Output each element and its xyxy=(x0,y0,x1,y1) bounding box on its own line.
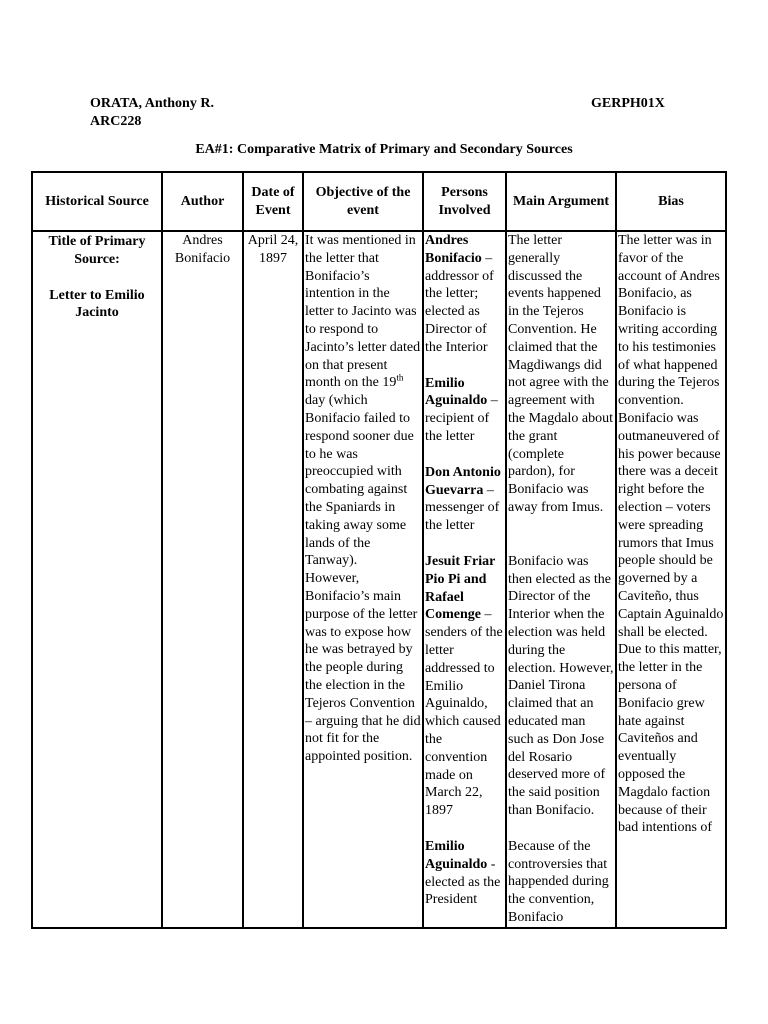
column-header-date-of-event: Date of Event xyxy=(243,172,303,231)
argument-paragraph-3: Because of the controversies that happended during the convention, Bonifacio xyxy=(508,838,609,925)
argument-paragraph-1: The letter generally discussed the events happened in the Tejeros Convention. He claimed that the Magdiwangs did not agree with the agreement with the Magdalo about the grant (complete pardon), for Bonifacio was away from Imus. xyxy=(508,233,613,515)
bias-cell: The letter was in favor of the account of Andres Bonifacio, as Bonifacio is writing according to his testimonies of what happened during the Tejeros convention. Bonifacio was outmaneuvered of his power because there was a deceit right before the election – voters were spreading rumors that Imus people should be governed by a Caviteño, thus Captain Aguinaldo shall be elected. Due to this matter, the letter in the persona of Bonifacio grew hate against Caviteños and eventually opposed the Magdalo faction because of their bad intentions of xyxy=(616,231,726,928)
column-header-bias: Bias xyxy=(616,172,726,231)
course-code: GERPH01X xyxy=(591,96,665,111)
person-entry xyxy=(425,232,504,357)
column-header-main-argument: Main Argument xyxy=(506,172,616,231)
objective-text-b: day (which Bonifacio failed to respond sooner due to he was preoccupied with combating against the Spaniards in taking away some lands of the Tanway). xyxy=(305,393,414,569)
author-cell: Andres Bonifacio xyxy=(162,231,243,928)
person-name: Andres Bonifacio xyxy=(425,233,482,266)
person-name: Jesuit Friar Pio Pi and Rafael Comenge xyxy=(425,553,496,623)
person-role: – recipient of the letter xyxy=(425,393,498,444)
persons-cell xyxy=(423,231,506,928)
person-entry xyxy=(425,838,504,909)
section-code: ARC228 xyxy=(90,114,142,129)
person-name: Don Antonio Guevarra xyxy=(425,464,501,498)
column-header-author: Author xyxy=(162,172,243,231)
historical-source-cell xyxy=(32,231,162,928)
objective-paragraph-1 xyxy=(305,232,421,570)
person-entry xyxy=(425,464,504,535)
table-row xyxy=(32,231,726,928)
main-argument-cell xyxy=(506,231,616,928)
person-entry xyxy=(425,553,504,820)
source-title: Letter to Emilio Jacinto xyxy=(49,287,145,321)
student-name: ORATA, Anthony R. xyxy=(90,96,214,111)
objective-text-a: It was mentioned in the letter that Bonifacio’s intention in the letter to Jacinto was to respond to Jacinto’s letter dated on that present month on the 19 xyxy=(305,233,421,391)
objective-cell xyxy=(303,231,423,928)
source-label: Title of Primary Source: xyxy=(48,234,146,267)
person-name: Emilio Aguinaldo xyxy=(425,375,488,409)
column-header-historical-source: Historical Source xyxy=(32,172,162,231)
date-cell: April 24, 1897 xyxy=(243,231,303,928)
column-header-objective: Objective of the event xyxy=(303,172,423,231)
objective-paragraph-2: However, Bonifacio’s main purpose of the letter was to expose how he was betrayed by the people during the election in the Tejeros Convention – arguing that he did not fit for the appointed position. xyxy=(305,571,421,765)
person-role: – senders of the letter addressed to Emilio Aguinaldo, which caused the convention made on March 22, 1897 xyxy=(425,607,503,819)
person-role: - elected as the President xyxy=(425,856,501,908)
person-role: – messenger of the letter xyxy=(425,482,500,534)
ordinal-suffix: th xyxy=(396,372,404,383)
document-title: EA#1: Comparative Matrix of Primary and Secondary Sources xyxy=(195,142,573,157)
column-header-persons-involved: Persons Involved xyxy=(423,172,506,231)
person-entry xyxy=(425,375,504,446)
comparative-matrix-table xyxy=(31,171,727,929)
person-role: – addressor of the letter; elected as Director of the Interior xyxy=(425,250,494,355)
argument-paragraph-2: Bonifacio was then elected as the Director of the Interior when the election was held during the election. However, Daniel Tirona claimed that an educated man such as Don Jose del Rosario deserved more of the said position than Bonifacio. xyxy=(508,553,614,818)
person-name: Emilio Aguinaldo xyxy=(425,838,488,872)
table-header-row xyxy=(32,172,726,231)
